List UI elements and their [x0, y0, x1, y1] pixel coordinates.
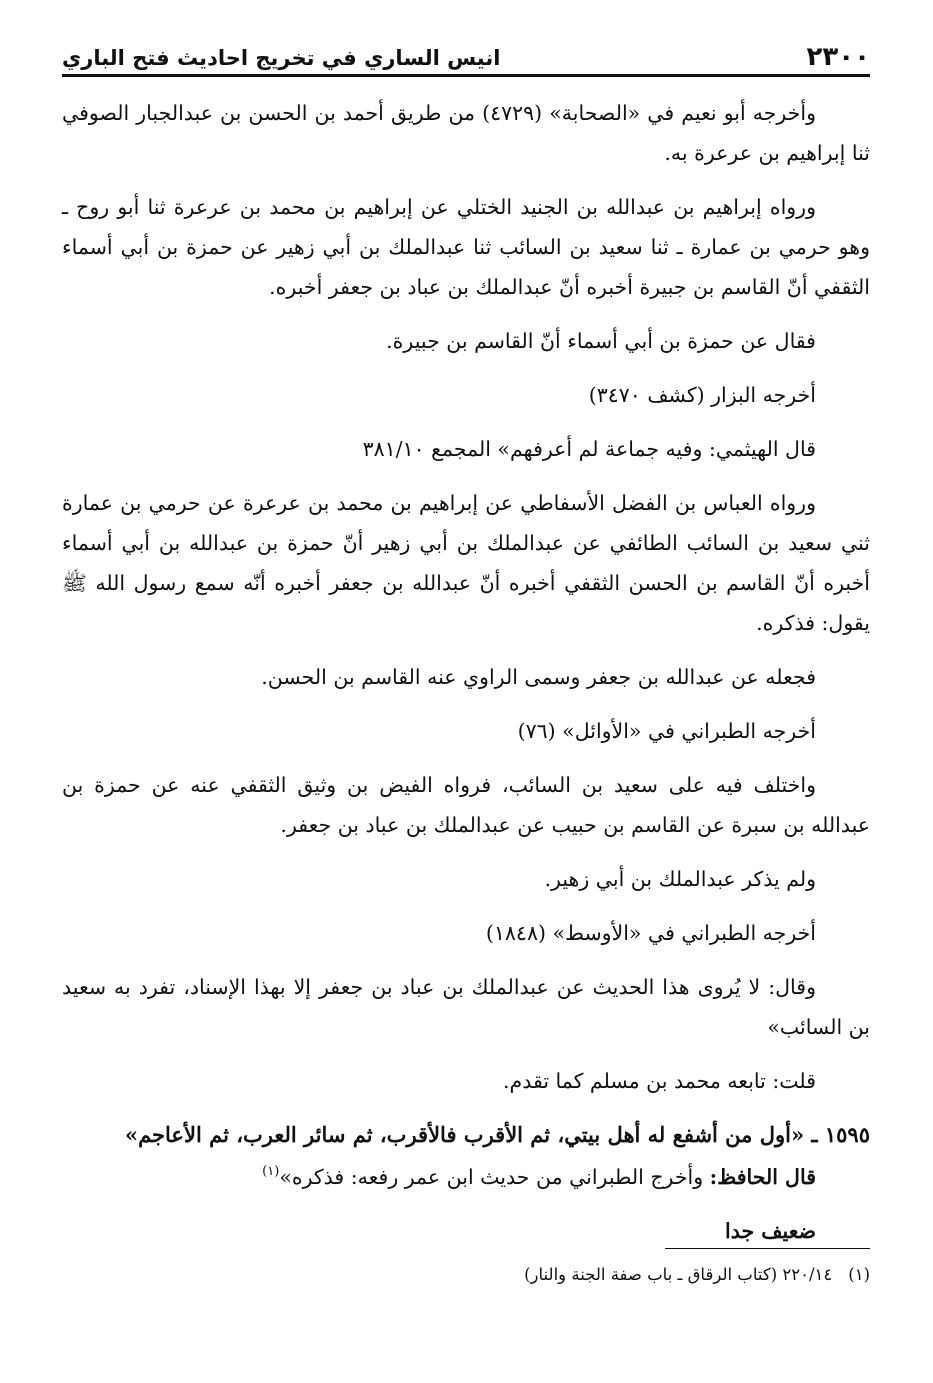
paragraph: ولم يذكر عبدالملك بن أبي زهير. [544, 867, 816, 891]
hafiz-label: قال الحافظ: [709, 1165, 816, 1189]
footnote-reference[interactable]: (١) [262, 1164, 280, 1179]
footnote-text: ٢٢٠/١٤ (كتاب الرقاق ـ باب صفة الجنة والنار) [524, 1265, 833, 1284]
footnote-marker: (١) [848, 1265, 870, 1284]
paragraph: أخرجه الطبراني في «الأوائل» (٧٦) [517, 719, 816, 743]
paragraph: ورواه إبراهيم بن عبدالله بن الجنيد الختلي عن إبراهيم بن محمد بن عرعرة ثنا أبو روح ـ وهو حرمي بن عمارة ـ ثنا سعيد بن السائب ثنا عبدالملك بن أبي زهير عن حمزة بن أبي أسماء الثقفي أنّ القاسم بن جبيرة أخبره أنّ عبدالملك بن عباد بن جعفر أخبره. [62, 195, 870, 299]
footnote-area [62, 1248, 870, 1289]
footnote [62, 1261, 870, 1289]
body-text [62, 93, 870, 1251]
paragraph: قلت: تابعه محمد بن مسلم كما تقدم. [503, 1069, 816, 1093]
paragraph: أخرجه الطبراني في «الأوسط» (١٨٤٨) [485, 921, 816, 945]
book-page [62, 30, 870, 1370]
page-number: ٢٣٠٠ [806, 42, 870, 72]
paragraph: فقال عن حمزة بن أبي أسماء أنّ القاسم بن جبيرة. [386, 329, 816, 353]
hafiz-text: وأخرج الطبراني من حديث ابن عمر رفعه: فذكره» [279, 1165, 704, 1189]
hafiz-statement [62, 1157, 870, 1197]
paragraph: وأخرجه أبو نعيم في «الصحابة» (٤٧٢٩) من طريق أحمد بن الحسن بن عبدالجبار الصوفي ثنا إبراهيم بن عرعرة به. [62, 101, 870, 165]
paragraph: قال الهيثمي: وفيه جماعة لم أعرفهم» المجمع ٣٨١/١٠ [362, 437, 816, 461]
hadith-heading: ١٥٩٥ ـ «أول من أشفع له أهل بيتي، ثم الأقرب فالأقرب، ثم سائر العرب، ثم الأعاجم» [124, 1122, 870, 1147]
paragraph: أخرجه البزار (كشف ٣٤٧٠) [588, 383, 816, 407]
footnote-divider [665, 1248, 870, 1249]
hadith-grading: ضعيف جدا [725, 1219, 816, 1243]
running-title: انيس الساري في تخريج احاديث فتح الباري [62, 46, 501, 70]
paragraph: ورواه العباس بن الفضل الأسفاطي عن إبراهيم بن محمد بن عرعرة عن حرمي بن عمارة ثني سعيد بن السائب الطائفي عن عبدالملك بن أبي زهير أنّ حمزة بن عبدالله بن أبي أسماء أخبره أنّ القاسم بن الحسن الثقفي أخبره أنّ عبدالله بن جعفر أخبره أنّه سمع رسول الله ﷺ يقول: فذكره. [62, 491, 870, 635]
paragraph: واختلف فيه على سعيد بن السائب، فرواه الفيض بن وثيق الثقفي عنه عن حمزة بن عبدالله بن سبرة عن القاسم بن حبيب عن عبدالملك بن عباد بن جعفر. [62, 773, 870, 837]
paragraph: فجعله عن عبدالله بن جعفر وسمى الراوي عنه القاسم بن الحسن. [261, 665, 816, 689]
paragraph: وقال: لا يُروى هذا الحديث عن عبدالملك بن عباد بن جعفر إلا بهذا الإسناد، تفرد به سعيد بن السائب» [62, 975, 870, 1039]
page-header [62, 30, 870, 77]
